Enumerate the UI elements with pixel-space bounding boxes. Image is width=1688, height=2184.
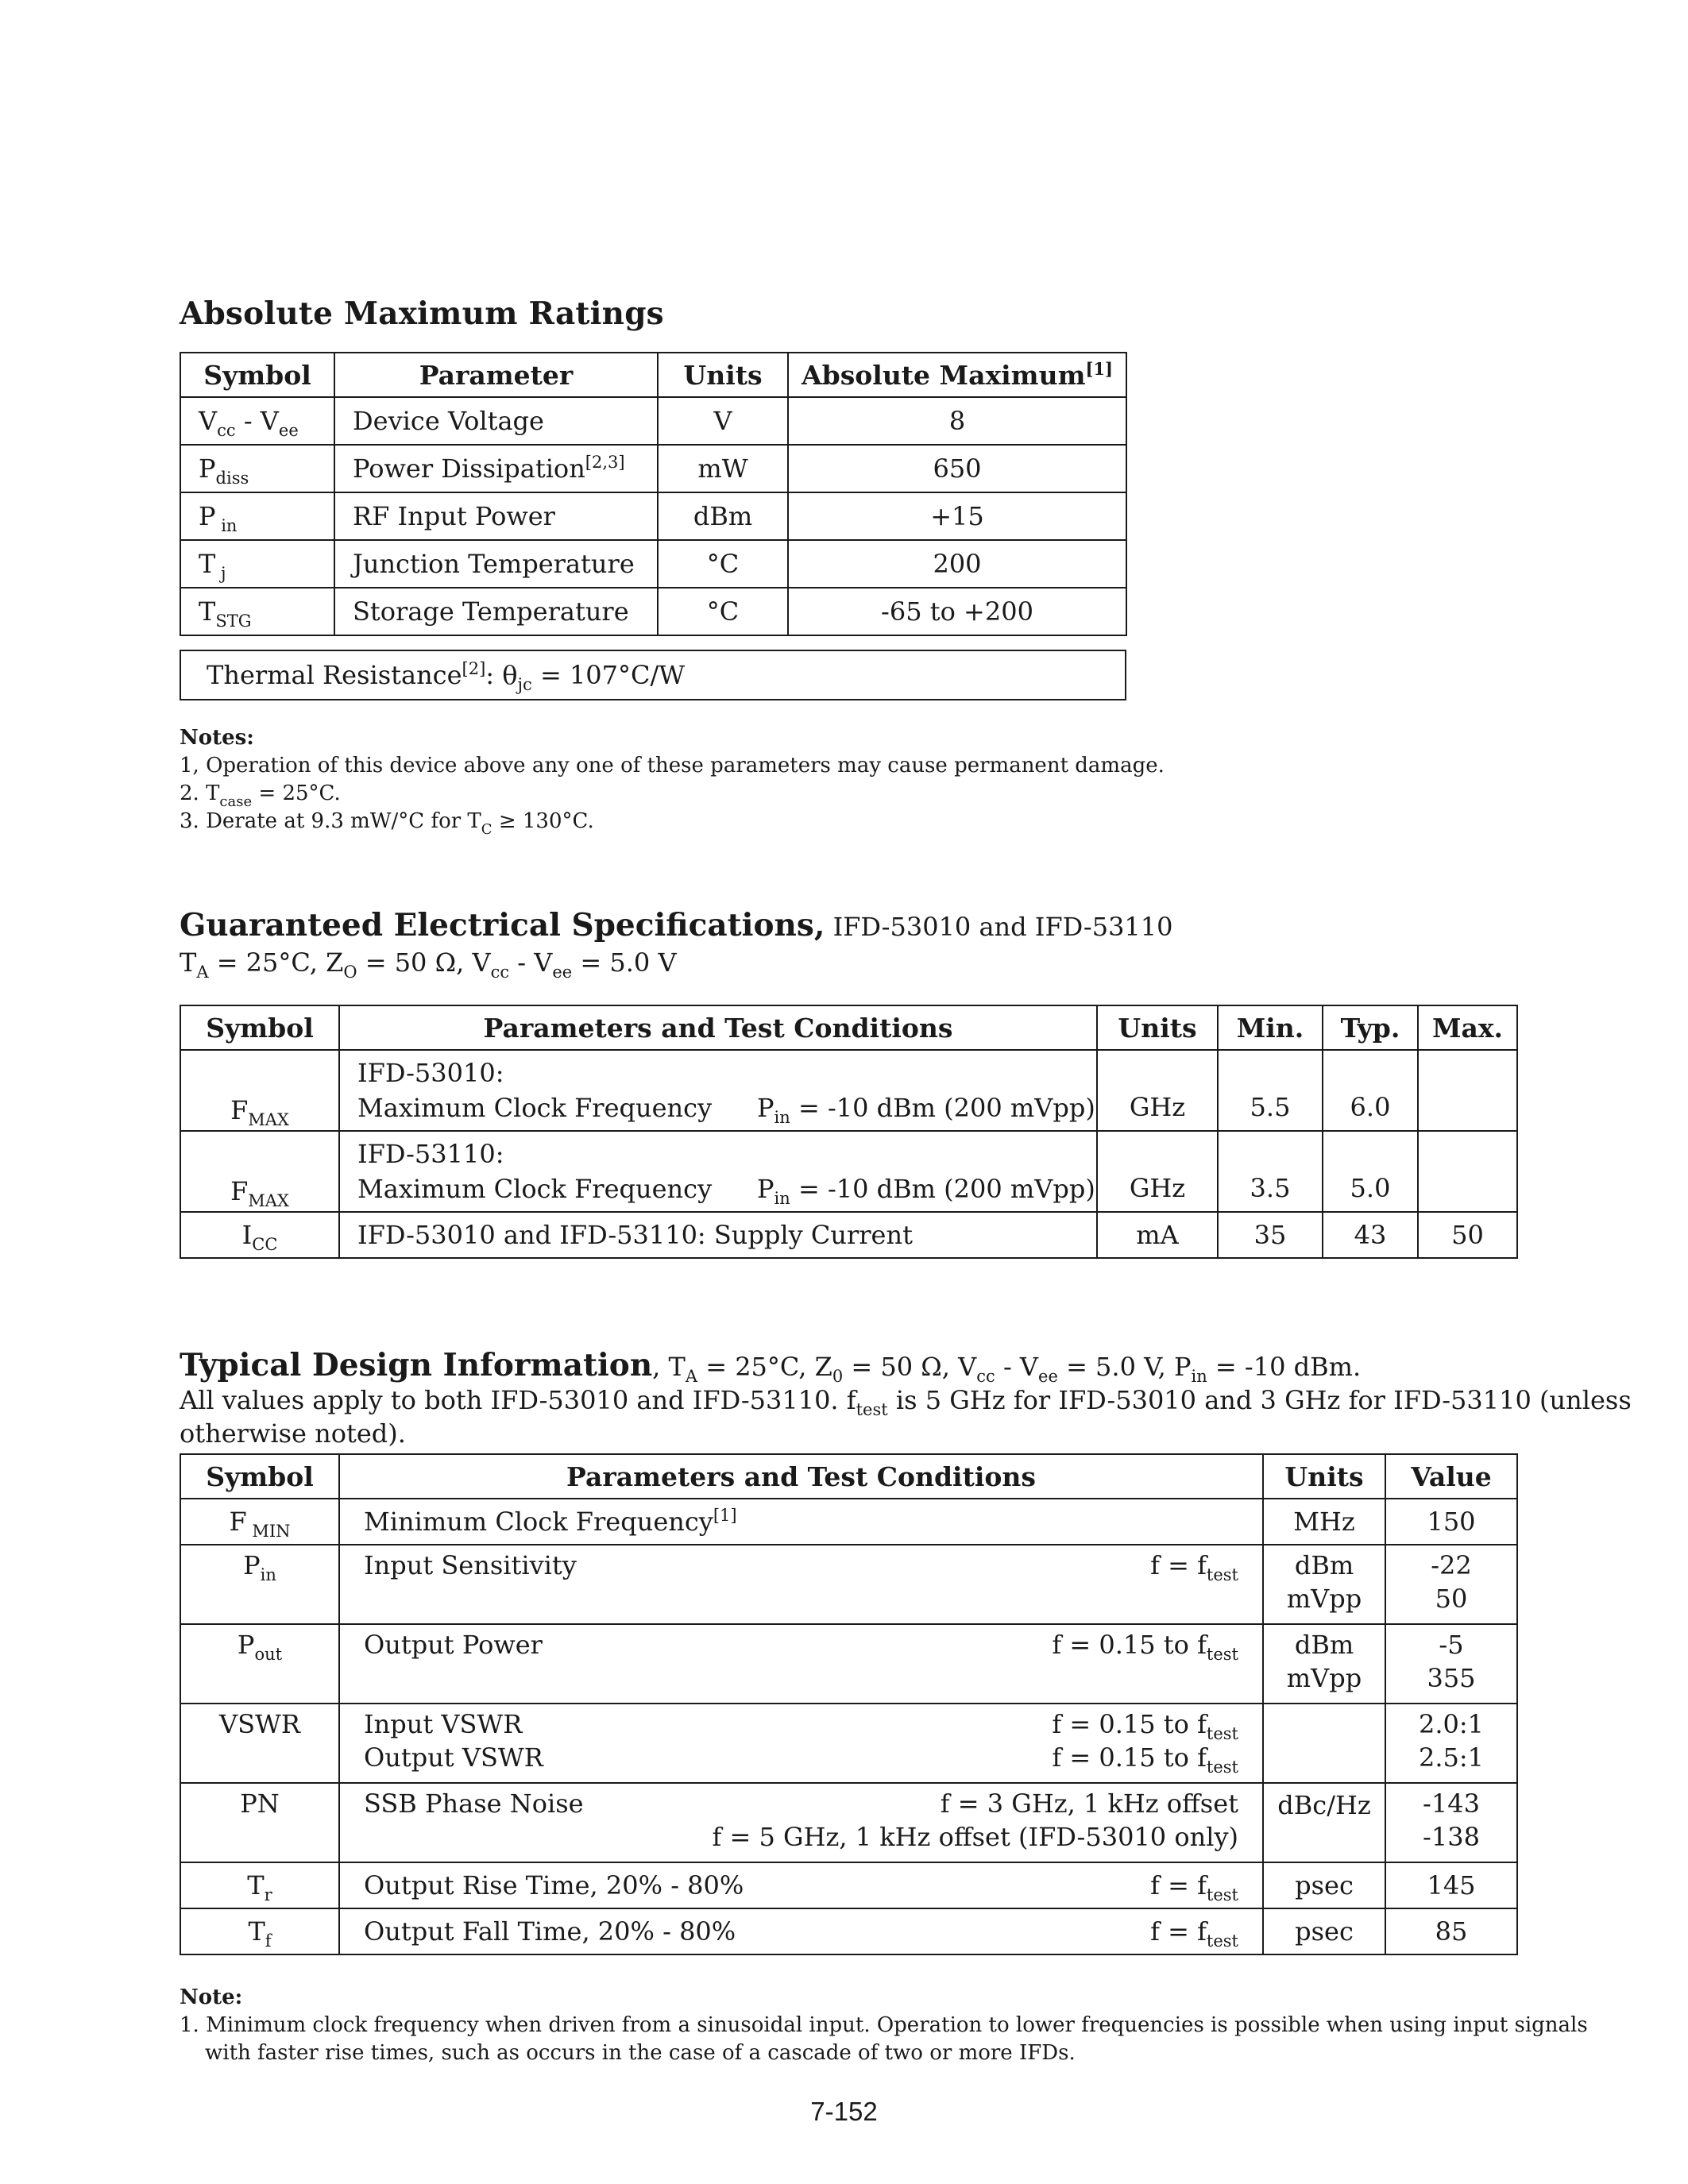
symbol-cell: $F_{MAX}$ <box>180 1050 339 1131</box>
min-cell: 3.5 <box>1218 1131 1323 1212</box>
tdi-row <box>180 1862 1517 1908</box>
tdi-row <box>180 1499 1517 1545</box>
parameter-cell: IFD-53010 and IFD-53110: Supply Current <box>339 1212 1097 1258</box>
ges-header-params: Parameters and Test Conditions <box>339 1005 1097 1050</box>
parameter-cell: Input Sensitivity $f = f_{test}$ <box>339 1545 1263 1624</box>
amr-table <box>180 352 1127 636</box>
tdi-row <box>180 1704 1517 1783</box>
ges-header-units: Units <box>1097 1005 1218 1050</box>
tdi-title: Typical Design Information, $T_A = 25^\circ C$, $Z_0 = 50$ Ω, $V_{cc} - V_{ee} = 5.0$ V, $P_{in} = -10$ dBm. <box>180 1347 1362 1386</box>
value-cell: 200 <box>788 540 1126 588</box>
value-cell: 8 <box>788 397 1126 445</box>
units-cell: dBm mVpp <box>1263 1624 1385 1704</box>
symbol-cell: T $_j$ <box>180 540 334 588</box>
symbol-cell: $V_{cc} - V_{ee}$ <box>180 397 334 445</box>
notes-title: Notes: <box>180 726 254 750</box>
ges-conditions: $T_A = 25^\circ C$, $Z_O = 50$ Ω, $V_{cc} - V_{ee} = 5.0$ V <box>180 947 677 982</box>
amr-header-units: Units <box>658 353 788 397</box>
symbol-cell: $T_r$ <box>180 1862 339 1908</box>
amr-header-parameter: Parameter <box>334 353 658 397</box>
value-cell: 2.0:1 2.5:1 <box>1385 1704 1517 1783</box>
ges-row <box>180 1050 1517 1131</box>
units-cell: V <box>658 397 788 445</box>
value-cell: 650 <box>788 445 1126 492</box>
amr-header-row <box>180 353 1126 397</box>
value-cell: -22 50 <box>1385 1545 1517 1624</box>
tdi-row <box>180 1908 1517 1954</box>
amr-row <box>180 588 1126 635</box>
typ-cell: 5.0 <box>1323 1131 1418 1212</box>
amr-header-absmax: Absolute Maximum[1] <box>788 353 1126 397</box>
note-3: 3. Derate at 9.3 mW/°C for $T_C \ge 130^\circ C$. <box>180 809 594 838</box>
symbol-cell: $T_{STG}$ <box>180 588 334 635</box>
units-cell: GHz <box>1097 1131 1218 1212</box>
units-cell: dBc/Hz <box>1263 1783 1385 1862</box>
tdi-header-units: Units <box>1263 1454 1385 1499</box>
note-1: 1, Operation of this device above any one of these parameters may cause permanent damage. <box>180 754 1165 778</box>
tdi-header-value: Value <box>1385 1454 1517 1499</box>
parameter-cell: Device Voltage <box>334 397 658 445</box>
amr-header-symbol: Symbol <box>180 353 334 397</box>
units-cell <box>1263 1704 1385 1783</box>
min-cell: 35 <box>1218 1212 1323 1258</box>
parameter-cell: SSB Phase Noise f = 3 GHz, 1 kHz offset f = 5 GHz, 1 kHz offset (IFD-53010 only) <box>339 1783 1263 1862</box>
ges-header-row <box>180 1005 1517 1050</box>
ges-row <box>180 1131 1517 1212</box>
symbol-cell: $P_{out}$ <box>180 1624 339 1704</box>
ges-table <box>180 1005 1518 1259</box>
max-cell <box>1418 1131 1517 1212</box>
units-cell: °C <box>658 588 788 635</box>
ges-title: Guaranteed Electrical Specifications, IFD-53010 and IFD-53110 <box>180 907 1173 943</box>
units-cell: MHz <box>1263 1499 1385 1545</box>
note-1-line-2: with faster rise times, such as occurs in the case of a cascade of two or more IFDs. <box>205 2041 1076 2065</box>
units-cell: dBm mVpp <box>1263 1545 1385 1624</box>
tdi-notes <box>180 1984 1588 2067</box>
value-cell: -65 to +200 <box>788 588 1126 635</box>
value-cell: 85 <box>1385 1908 1517 1954</box>
symbol-cell: VSWR <box>180 1704 339 1783</box>
amr-row <box>180 397 1126 445</box>
symbol-cell: P $_{in}$ <box>180 492 334 540</box>
symbol-cell: $P_{in}$ <box>180 1545 339 1624</box>
parameter-cell: Minimum Clock Frequency[1] <box>339 1499 1263 1545</box>
value-cell: 150 <box>1385 1499 1517 1545</box>
note-1-line-1: 1. Minimum clock frequency when driven from a sinusoidal input. Operation to lower frequencies is possible when using input signals <box>180 2013 1588 2037</box>
amr-title: Absolute Maximum Ratings <box>180 295 664 332</box>
tdi-row <box>180 1624 1517 1704</box>
page-number: 7-152 <box>810 2097 878 2126</box>
tdi-table <box>180 1453 1518 1955</box>
units-cell: psec <box>1263 1862 1385 1908</box>
ges-header-min: Min. <box>1218 1005 1323 1050</box>
parameter-cell: Output Rise Time, 20% - 80% $f = f_{test}$ <box>339 1862 1263 1908</box>
ges-header-max: Max. <box>1418 1005 1517 1050</box>
ges-header-typ: Typ. <box>1323 1005 1418 1050</box>
tdi-header-symbol: Symbol <box>180 1454 339 1499</box>
units-cell: mW <box>658 445 788 492</box>
units-cell: °C <box>658 540 788 588</box>
parameter-cell: Output Fall Time, 20% - 80% $f = f_{test}$ <box>339 1908 1263 1954</box>
note-2: 2. $T_{case} = 25^\circ C$. <box>180 781 341 810</box>
max-cell <box>1418 1050 1517 1131</box>
tdi-description: All values apply to both IFD-53010 and IFD-53110. $f_{test}$ is 5 GHz for IFD-53010 and 3 GHz for IFD-53110 (unless otherwise noted). <box>180 1385 1632 1449</box>
units-cell: GHz <box>1097 1050 1218 1131</box>
parameter-cell: Junction Temperature <box>334 540 658 588</box>
symbol-cell: $T_f$ <box>180 1908 339 1954</box>
value-cell: +15 <box>788 492 1126 540</box>
parameter-cell: Output Power f = 0.15 to $f_{test}$ <box>339 1624 1263 1704</box>
typ-cell: 6.0 <box>1323 1050 1418 1131</box>
max-cell: 50 <box>1418 1212 1517 1258</box>
units-cell: mA <box>1097 1212 1218 1258</box>
min-cell: 5.5 <box>1218 1050 1323 1131</box>
amr-row <box>180 445 1126 492</box>
symbol-cell: F $_{MIN}$ <box>180 1499 339 1545</box>
amr-row <box>180 540 1126 588</box>
thermal-resistance-box: Thermal Resistance[2]: $\theta_{jc} = 107^\circ C/W$ <box>180 650 1126 700</box>
note-title: Note: <box>180 1985 243 2009</box>
symbol-cell: $I_{CC}$ <box>180 1212 339 1258</box>
parameter-cell: Input VSWR f = 0.15 to $f_{test}$ Output VSWR f = 0.15 to $f_{test}$ <box>339 1704 1263 1783</box>
symbol-cell: $F_{MAX}$ <box>180 1131 339 1212</box>
tdi-header-params: Parameters and Test Conditions <box>339 1454 1263 1499</box>
units-cell: dBm <box>658 492 788 540</box>
parameter-cell: IFD-53010: Maximum Clock Frequency $P_{in} = -10$ dBm (200 mVpp) <box>339 1050 1097 1131</box>
tdi-row <box>180 1545 1517 1624</box>
value-cell: -143 -138 <box>1385 1783 1517 1862</box>
typ-cell: 43 <box>1323 1212 1418 1258</box>
ges-row <box>180 1212 1517 1258</box>
amr-row <box>180 492 1126 540</box>
tdi-row <box>180 1783 1517 1862</box>
parameter-cell: Power Dissipation[2,3] <box>334 445 658 492</box>
value-cell: 145 <box>1385 1862 1517 1908</box>
ges-header-symbol: Symbol <box>180 1005 339 1050</box>
tdi-header-row <box>180 1454 1517 1499</box>
amr-notes <box>180 724 1165 838</box>
units-cell: psec <box>1263 1908 1385 1954</box>
parameter-cell: Storage Temperature <box>334 588 658 635</box>
symbol-cell: $P_{diss}$ <box>180 445 334 492</box>
symbol-cell: PN <box>180 1783 339 1862</box>
parameter-cell: IFD-53110: Maximum Clock Frequency $P_{in} = -10$ dBm (200 mVpp) <box>339 1131 1097 1212</box>
parameter-cell: RF Input Power <box>334 492 658 540</box>
value-cell: -5 355 <box>1385 1624 1517 1704</box>
